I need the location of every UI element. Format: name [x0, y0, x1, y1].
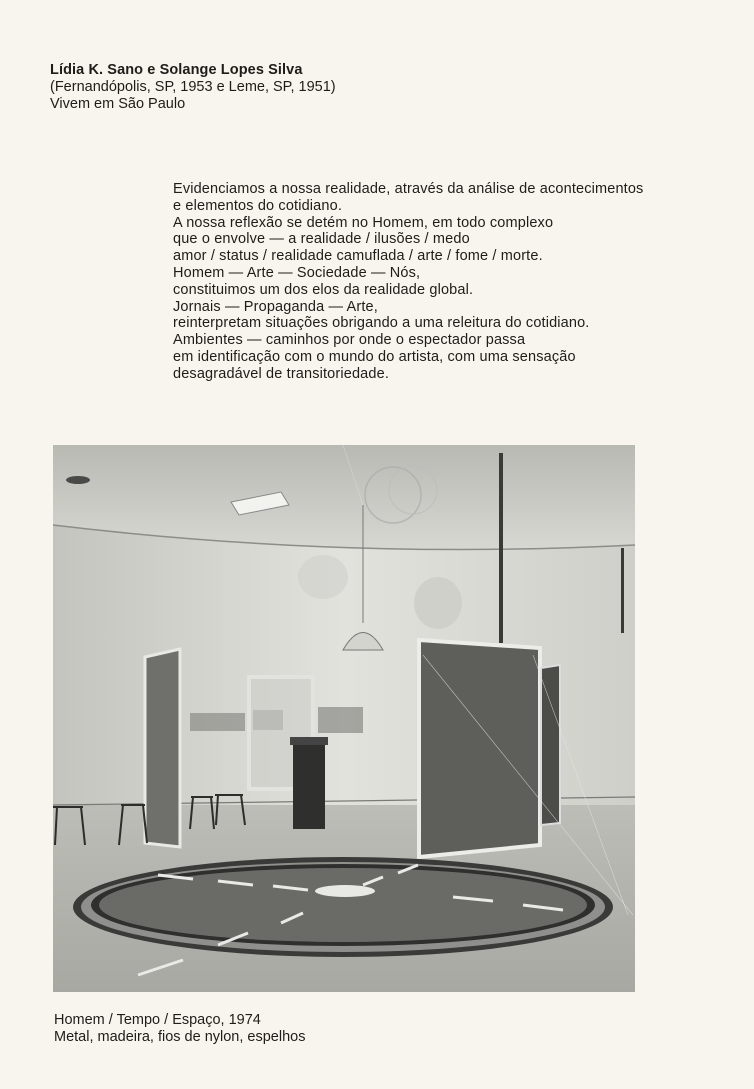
- statement-line: amor / status / realidade camuflada / arte / fome / morte.: [173, 248, 543, 265]
- artist-name: Lídia K. Sano e Solange Lopes Silva: [50, 62, 303, 78]
- installation-photo: [53, 445, 635, 992]
- artist-header: [50, 62, 450, 113]
- artist-statement: [173, 181, 733, 383]
- statement-line: A nossa reflexão se detém no Homem, em todo complexo: [173, 214, 554, 231]
- statement-line: e elementos do cotidiano.: [173, 197, 342, 214]
- statement-line: em identificação com o mundo do artista, com uma sensação: [173, 348, 576, 365]
- statement-line: Homem — Arte — Sociedade — Nós,: [173, 264, 421, 281]
- statement-line: desagradável de transitoriedade.: [173, 365, 389, 382]
- artist-residence: Vivem em São Paulo: [50, 96, 186, 112]
- artist-origin: (Fernandópolis, SP, 1953 e Leme, SP, 1951): [50, 79, 336, 95]
- statement-line: reinterpretam situações obrigando a uma releitura do cotidiano.: [173, 315, 590, 332]
- artwork-title: Homem / Tempo / Espaço, 1974: [54, 1012, 261, 1028]
- statement-line: Evidenciamos a nossa realidade, através da análise de acontecimentos: [173, 181, 644, 197]
- statement-line: que o envolve — a realidade / ilusões / medo: [173, 231, 470, 248]
- statement-line: Ambientes — caminhos por onde o espectador passa: [173, 332, 526, 349]
- statement-line: Jornais — Propaganda — Arte,: [173, 298, 378, 315]
- statement-line: constituimos um dos elos da realidade global.: [173, 281, 474, 298]
- artwork-materials: Metal, madeira, fios de nylon, espelhos: [54, 1029, 306, 1045]
- photo-caption: [54, 1012, 554, 1046]
